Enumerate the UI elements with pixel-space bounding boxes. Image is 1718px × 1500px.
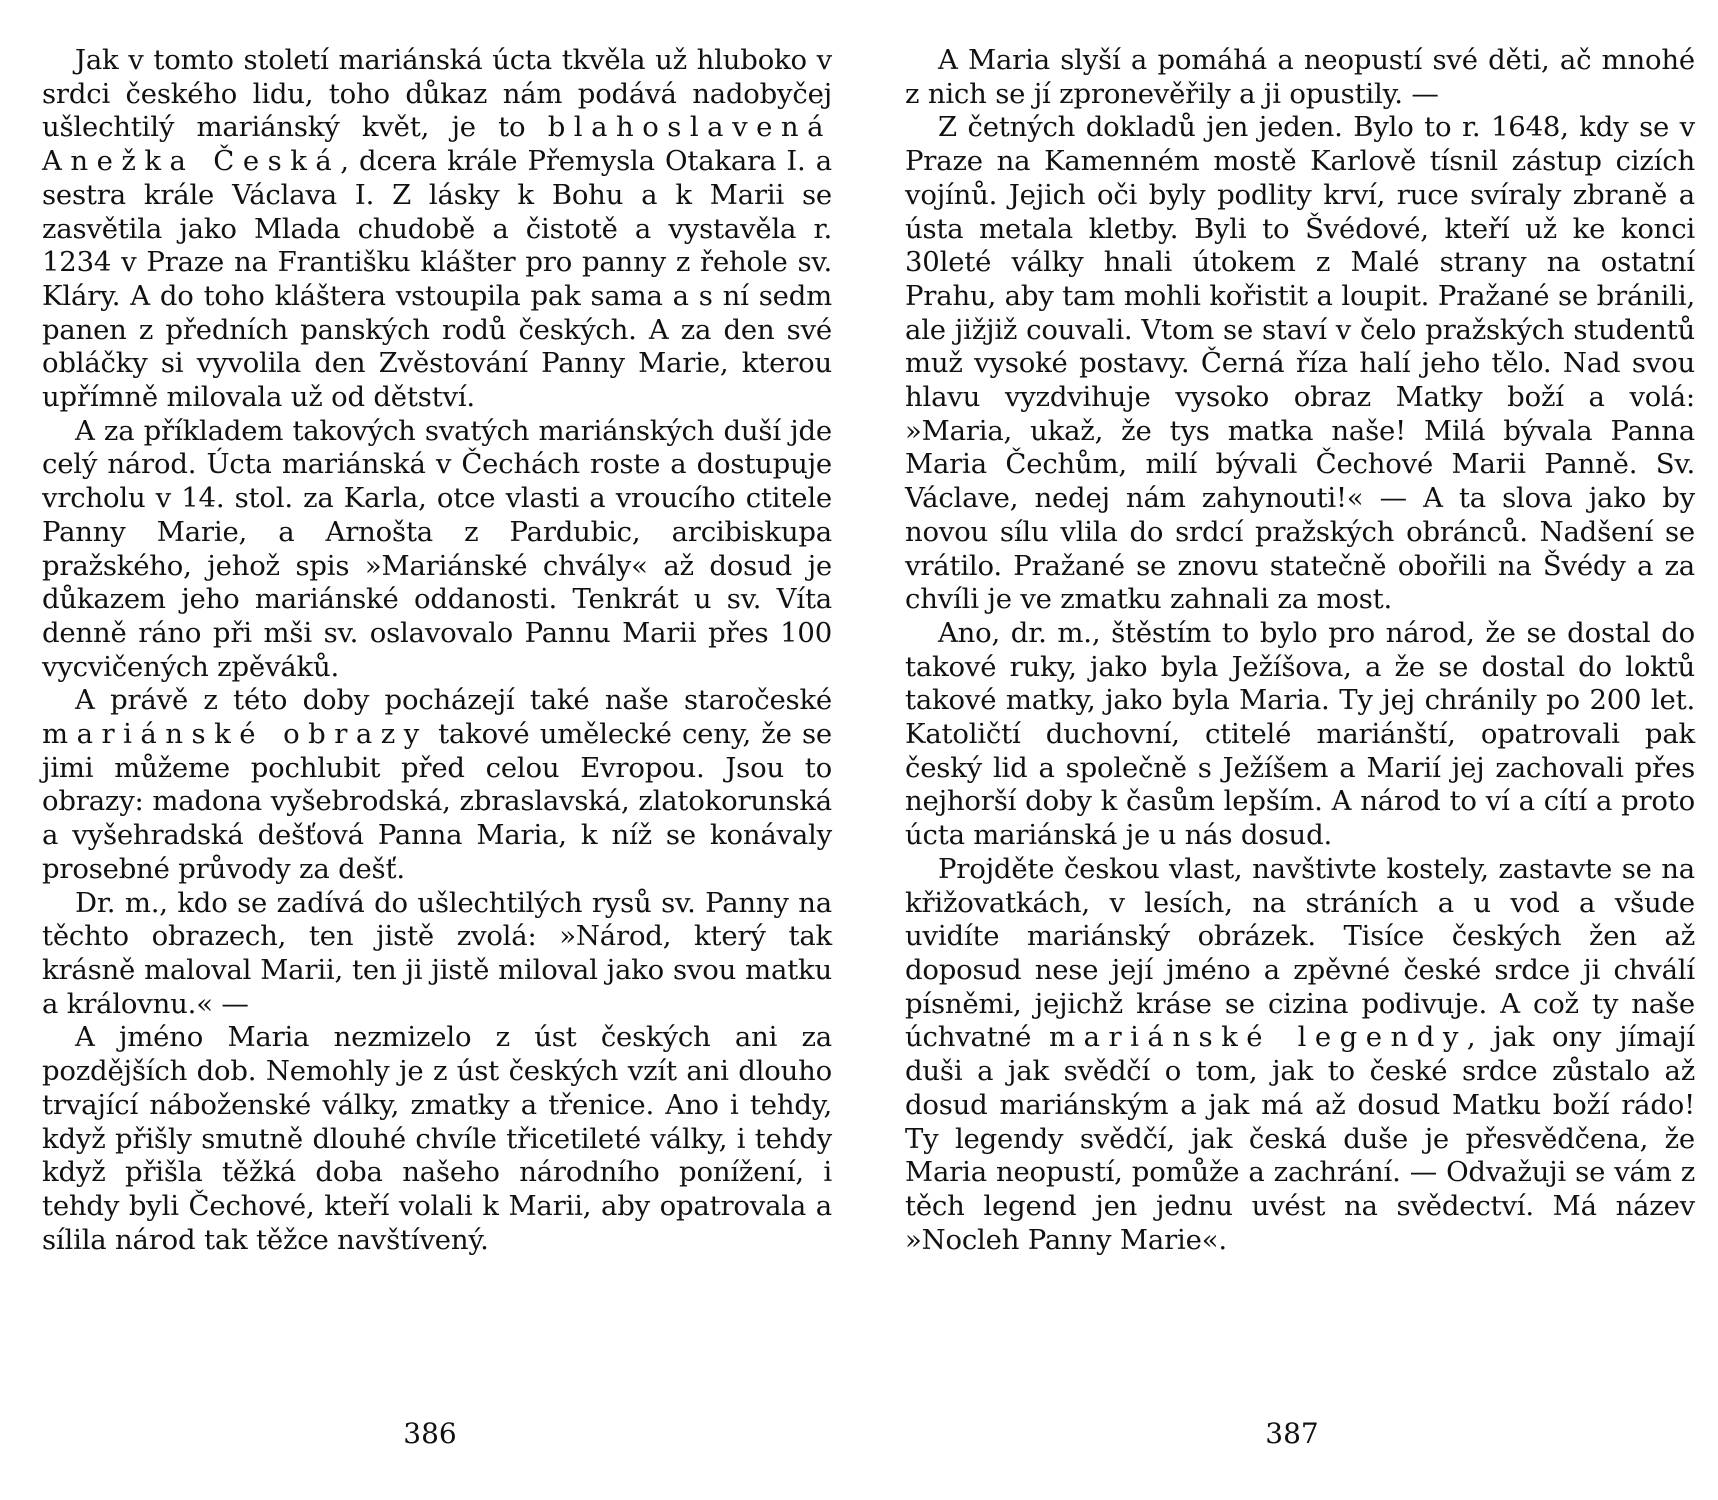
paragraph: A za příkladem takových svatých mariánských duší jde celý národ. Úcta mariánská v Čechách roste a dostupuje vrcholu v 14. stol. za Karla, otce vlasti a vroucího ctitele Panny Marie, a Arnošta z Pardubic, arcibiskupa pražského, jehož spis »Mariánské chvály« až dosud je důkazem jeho mariánské oddanosti. Tenkrát u sv. Víta denně ráno při mši sv. oslavovalo Pannu Marii přes 100 vycvičených zpěváků. xyxy=(42,414,832,683)
paragraph-text: , jak ony jímají duši a jak svědčí o tom, jak to české srdce zůstalo až dosud mariánským a jak má až dosud Matku boží rádo! Ty legendy svědčí, jak česká duše je přesvědčena, že Maria neopustí, pomůže a zachrání. — Odvažuji se vám z těch legend jen jednu uvést na svědectví. Má název »Nocleh Panny Marie«. xyxy=(905,1021,1695,1256)
paragraph xyxy=(905,853,1695,1257)
left-page xyxy=(42,44,832,1257)
right-page-text xyxy=(905,44,1695,1257)
paragraph xyxy=(42,44,832,415)
spaced-emphasis: mariánské obrazy xyxy=(42,718,428,751)
paragraph-text: A právě z této doby pocházejí také naše staročeské xyxy=(75,684,832,717)
left-page-text xyxy=(42,44,832,1257)
paragraph xyxy=(42,684,832,886)
page-number-left: 386 xyxy=(403,1417,457,1450)
spaced-emphasis: mariánské legendy xyxy=(1049,1021,1467,1054)
paragraph-text: , dcera krále Přemysla Otakara I. a sestra krále Václava I. Z lásky k Bohu a k Marii se zasvětila jako Mlada chudobě a čistotě a vystavěla r. 1234 v Praze na Františku klášter pro panny z řehole sv. Kláry. A do toho kláštera vstoupila pak sama a s ní sedm panen z předních panských rodů českých. A za den své obláčky si vyvolila den Zvěstování Panny Marie, kterou upřímně milovala už od dětství. xyxy=(42,145,833,414)
page-number-right: 387 xyxy=(1265,1417,1319,1450)
paragraph: Ano, dr. m., štěstím to bylo pro národ, že se dostal do takové ruky, jako byla Ježíšova, a že se dostal do loktů takové matky, jako byla Maria. Ty jej chránily po 200 let. Katoličtí duchovní, ctitelé mariánští, opatrovali pak český lid a společně s Ježíšem a Marií jej zachovali přes nejhorší doby k časům lepším. A národ to ví a cítí a proto úcta mariánská je u nás dosud. xyxy=(905,616,1695,852)
paragraph-text: Jak v tomto století mariánská úcta tkvěla už hluboko v srdci českého lidu, toho důkaz nám podává nadobyčej ušlechtilý mariánský květ, je to xyxy=(42,44,832,144)
paragraph: A jméno Maria nezmizelo z úst českých ani za pozdějších dob. Nemohly je z úst českých vzít ani dlouho trvající náboženské války, zmatky a třenice. Ano i tehdy, když přišly smutně dlouhé chvíle třicetileté války, i tehdy když přišla těžká doba našeho národního ponížení, i tehdy byli Čechové, kteří volali k Marii, aby opatrovala a sílila národ tak těžce navštívený. xyxy=(42,1021,832,1256)
right-page xyxy=(905,44,1695,1257)
paragraph: A Maria slyší a pomáhá a neopustí své děti, ač mnohé z nich se jí zpronevěřily a ji opustily. — xyxy=(905,44,1695,110)
spaced-emphasis: blahoslavená Anežka Česká xyxy=(42,111,832,178)
paragraph: Z četných dokladů jen jeden. Bylo to r. 1648, kdy se v Praze na Kamenném mostě Karlově tísnil zástup cizích vojínů. Jejich oči byly podlity krví, ruce svíraly zbraně a ústa metala kletby. Byli to Švédové, kteří už ke konci 30leté války hnali útokem z Malé strany na ostatní Prahu, aby tam mohli kořistit a loupit. Pražané se bránili, ale jižjiž couvali. Vtom se staví v čelo pražských studentů muž vysoké postavy. Černá říza halí jeho tělo. Nad svou hlavu vyzdvihuje vysoko obraz Matky boží a volá: »Maria, ukaž, že tys matka naše! Milá bývala Panna Maria Čechům, milí bývali Čechové Marii Panně. Sv. Václave, nedej nám zahynouti!« — A ta slova jako by novou sílu vlila do srdcí pražských obránců. Nadšení se vrátilo. Pražané se znovu statečně obořili na Švédy a za chvíli je ve zmatku zahnali za most. xyxy=(905,111,1695,616)
paragraph-text: Projděte českou vlast, navštivte kostely, zastavte se na křižovatkách, v lesích, na stráních a u vod a všude uvidíte mariánský obrázek. Tisíce českých žen až doposud nese její jméno a zpěvné české srdce ji chválí písněmi, jejichž kráse se cizina podivuje. A což ty naše úchvatné xyxy=(905,852,1695,1054)
paragraph: Dr. m., kdo se zadívá do ušlechtilých rysů sv. Panny na těchto obrazech, ten jistě zvolá: »Národ, který tak krásně maloval Marii, ten ji jistě miloval jako svou matku a královnu.« — xyxy=(42,886,832,1020)
paragraph-text: takové umělecké ceny, že se jimi můžeme pochlubit před celou Evropou. Jsou to obrazy: madona vyšebrodská, zbraslavská, zlatokorunská a vyšehradská dešťová Panna Maria, k níž se konávaly prosebné průvody za dešť. xyxy=(42,718,832,885)
